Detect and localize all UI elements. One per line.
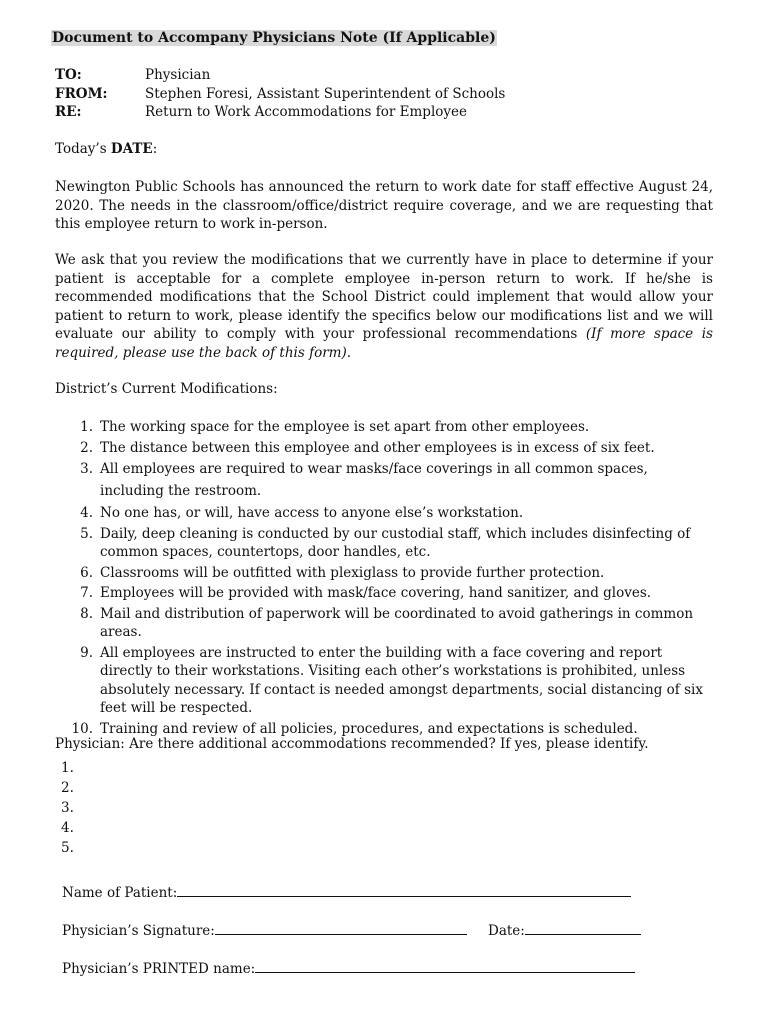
recommendation-list (61, 758, 74, 858)
modification-item (55, 525, 715, 562)
modification-text: All employees are instructed to enter the building with a face covering and report directly to their workstations. Visiting each other’s workstations is prohibited, unless absolutely necessary. If contact is needed amongst departments, social distancing of six feet will be respected. (100, 644, 703, 716)
modification-number: 9. (80, 644, 93, 661)
request-paragraph (55, 251, 713, 362)
physician-signature-row (62, 920, 525, 939)
patient-name-label: Name of Patient: (62, 885, 178, 901)
signature-date-field[interactable] (525, 920, 641, 935)
modification-number: 1. (80, 419, 93, 435)
physician-signature-field[interactable] (215, 920, 467, 935)
modification-item (55, 564, 715, 583)
modification-text: Employees will be provided with mask/face covering, hand sanitizer, and gloves. (100, 585, 652, 601)
modification-text: Classrooms will be outfitted with plexiglass to provide further protection. (100, 564, 605, 581)
request-paragraph-note: (If more space is required, please use the back of this form) (55, 326, 713, 361)
modifications-heading: District’s Current Modifications: (55, 381, 278, 397)
physician-signature-label: Physician’s Signature: (62, 923, 215, 939)
modification-item (55, 584, 715, 603)
printed-name-row (62, 958, 635, 977)
recommendation-item[interactable]: 4. (61, 820, 74, 836)
modification-text: Training and review of all policies, procedures, and expectations is scheduled. (100, 720, 638, 737)
modification-number: 4. (80, 505, 93, 521)
from-label: FROM: (55, 86, 108, 102)
modification-text: All employees are required to wear masks/face coverings in all common spaces, including the restroom. (100, 461, 648, 499)
from-value: Stephen Foresi, Assistant Superintendent of Schools (145, 86, 506, 102)
modification-item (55, 504, 715, 523)
modification-text: Mail and distribution of paperwork will be coordinated to avoid gatherings in common areas. (100, 605, 694, 640)
modification-number: 8. (80, 605, 93, 622)
to-value: Physician (145, 67, 211, 83)
modification-number: 6. (80, 564, 93, 581)
modification-number: 2. (80, 439, 93, 456)
intro-paragraph: Newington Public Schools has announced the return to work date for staff effective August 24, 2020. The needs in the classroom/office/district require coverage, and we are requesting that this employee return to work in-person. (55, 179, 713, 232)
recommendation-item[interactable]: 3. (61, 800, 74, 816)
modification-text: The distance between this employee and other employees is in excess of six feet. (100, 439, 655, 456)
date-line (55, 141, 157, 157)
signature-date-label: Date: (488, 923, 525, 939)
modification-item (55, 644, 715, 718)
date-label: DATE (110, 141, 153, 157)
physician-question: Physician: Are there additional accommodations recommended? If yes, please identify. (55, 736, 649, 752)
re-value: Return to Work Accommodations for Employee (145, 104, 467, 120)
date-field-group (488, 920, 641, 939)
date-suffix: : (152, 141, 158, 157)
date-prefix: Today’s (55, 141, 111, 157)
modification-number: 7. (80, 585, 93, 601)
document-title: Document to Accompany Physicians Note (If Applicable) (52, 30, 496, 46)
modification-text: Daily, deep cleaning is conducted by our custodial staff, which includes disinfecting of common spaces, countertops, door handles, etc. (100, 525, 691, 560)
modification-number: 5. (80, 525, 93, 542)
printed-name-field[interactable] (255, 958, 635, 973)
recommendation-item[interactable]: 1. (61, 760, 74, 776)
to-label: TO: (55, 67, 82, 83)
modification-item (55, 459, 715, 502)
to-row (55, 67, 210, 83)
request-paragraph-end: . (346, 344, 352, 361)
modification-item (55, 439, 715, 458)
modification-text: No one has, or will, have access to anyone else’s workstation. (100, 505, 524, 521)
patient-name-row (62, 882, 631, 901)
modification-item (55, 605, 715, 642)
re-row (55, 104, 467, 120)
modification-number: 3. (80, 461, 93, 477)
printed-name-label: Physician’s PRINTED name: (62, 961, 256, 977)
from-row (55, 86, 505, 102)
modification-text: The working space for the employee is set apart from other employees. (100, 419, 590, 435)
modifications-list (55, 418, 715, 740)
patient-name-field[interactable] (177, 882, 631, 897)
re-label: RE: (55, 104, 82, 120)
modification-item (55, 418, 715, 437)
recommendation-item[interactable]: 5. (61, 840, 74, 856)
request-paragraph-text: We ask that you review the modifications that we currently have in place to determine if your patient is acceptable for a complete employee in-person return to work. If he/she is recommended modifications that the School District could implement that would allow your patient to return to work, please identify the specifics below our modifications list and we will evaluate our ability to comply with your professional recommendations (55, 252, 713, 342)
recommendation-item[interactable]: 2. (61, 780, 74, 796)
modification-number: 10. (71, 720, 93, 737)
